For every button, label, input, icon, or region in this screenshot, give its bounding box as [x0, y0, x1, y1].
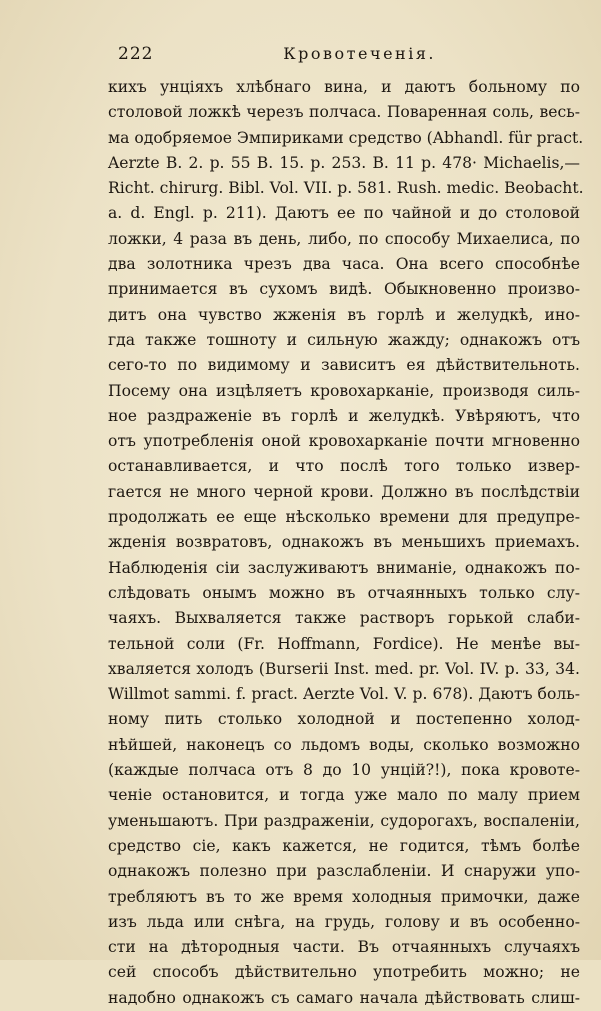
text-line: столовой ложкѣ черезъ полчаса. Поваренная соль, весь-: [108, 103, 580, 122]
text-line: тельной соли (Fr. Hoffmann, Fordice). Не менѣе вы-: [108, 634, 580, 653]
text-line: хваляется холодъ (Burserii Inst. med. pr. Vol. IV. p. 33, 34.: [108, 659, 580, 678]
text-line: слѣдовать онымъ можно въ отчаянныхъ только слу-: [108, 583, 580, 602]
text-line: отъ употребленія оной кровохарканіе почти мгновенно: [108, 432, 580, 451]
text-line: Посему она изцѣляетъ кровохарканіе, производя силь-: [108, 381, 580, 400]
text-line: останавливается, и что послѣ того только извер-: [108, 457, 580, 476]
text-line: (каждые полчаса отъ 8 до 10 унцій?!), пока кровоте-: [108, 761, 580, 780]
text-line: сти на дѣтородныя части. Въ отчаянныхъ случаяхъ: [108, 938, 580, 957]
text-line: изъ льда или снѣга, на грудь, голову и въ особенно-: [108, 912, 580, 931]
text-line: требляютъ въ то же время холодныя примочки, даже: [108, 887, 580, 906]
page-number: 222: [118, 44, 154, 64]
text-line: ченіе остановится, и тогда уже мало по малу прием: [108, 786, 580, 805]
text-line: принимается въ сухомъ видѣ. Обыкновенно произво-: [108, 280, 580, 299]
text-line: ному пить столько холодной и постепенно холод-: [108, 710, 580, 729]
text-line: a. d. Engl. p. 211). Даютъ ее по чайной и до столовой: [108, 204, 580, 223]
text-line: средство сіе, какъ кажется, не годится, тѣмъ болѣе: [108, 836, 580, 855]
text-line: жденія возвратовъ, однакожъ въ меньшихъ приемахъ.: [108, 533, 580, 552]
text-line: нѣйшей, наконецъ со льдомъ воды, сколько возможно: [108, 735, 580, 754]
text-line: чаяхъ. Выхваляется также растворъ горькой слаби-: [108, 609, 580, 628]
text-line: однакожъ полезно при разслабленіи. И снаружи упо-: [108, 862, 580, 881]
running-title: Кровотеченія.: [283, 44, 436, 63]
page-header: [118, 44, 436, 70]
text-line: дитъ она чувство жженія въ горлѣ и желудкѣ, ино-: [108, 305, 580, 324]
body-text: [108, 75, 584, 1011]
text-line: ма одобряемое Эмпириками средство (Abhandl. für pract.: [108, 128, 584, 147]
text-line: два золотника чрезъ два часа. Она всего способнѣе: [108, 255, 580, 274]
text-line: продолжать ее еще нѣсколько времени для предупре-: [108, 508, 580, 527]
text-line: надобно однакожъ съ самаго начала дѣйствовать слиш-: [108, 988, 580, 1007]
text-line: сего-то по видимому и зависитъ ея дѣйствительноть.: [108, 356, 580, 375]
text-line: уменьшаютъ. При раздраженіи, судорогахъ, воспаленіи,: [108, 811, 580, 830]
text-line: кихъ унціяхъ хлѣбнаго вина, и даютъ больному по: [108, 78, 580, 96]
text-line: Richt. chirurg. Bibl. Vol. VII. p. 581. Rush. medic. Beobacht.: [108, 179, 584, 198]
text-line: Aerzte B. 2. p. 55 B. 15. p. 253. B. 11 p. 478· Michaelis,—: [108, 153, 580, 172]
text-line: сей способъ дѣйствительно употребить можно; не: [108, 963, 580, 982]
text-line: Willmot sammi. f. pract. Aerzte Vol. V. p. 678). Даютъ боль-: [108, 685, 580, 704]
text-line: гда также тошноту и сильную жажду; однакожъ отъ: [108, 330, 580, 349]
text-line: гается не много черной крови. Должно въ послѣдствіи: [108, 482, 580, 501]
text-line: Наблюденія сіи заслуживаютъ вниманіе, однакожъ по-: [108, 558, 580, 577]
text-line: ложки, 4 раза въ день, либо, по способу Михаелиса, по: [108, 229, 580, 248]
text-line: ное раздраженіе въ горлѣ и желудкѣ. Увѣряютъ, что: [108, 406, 580, 425]
